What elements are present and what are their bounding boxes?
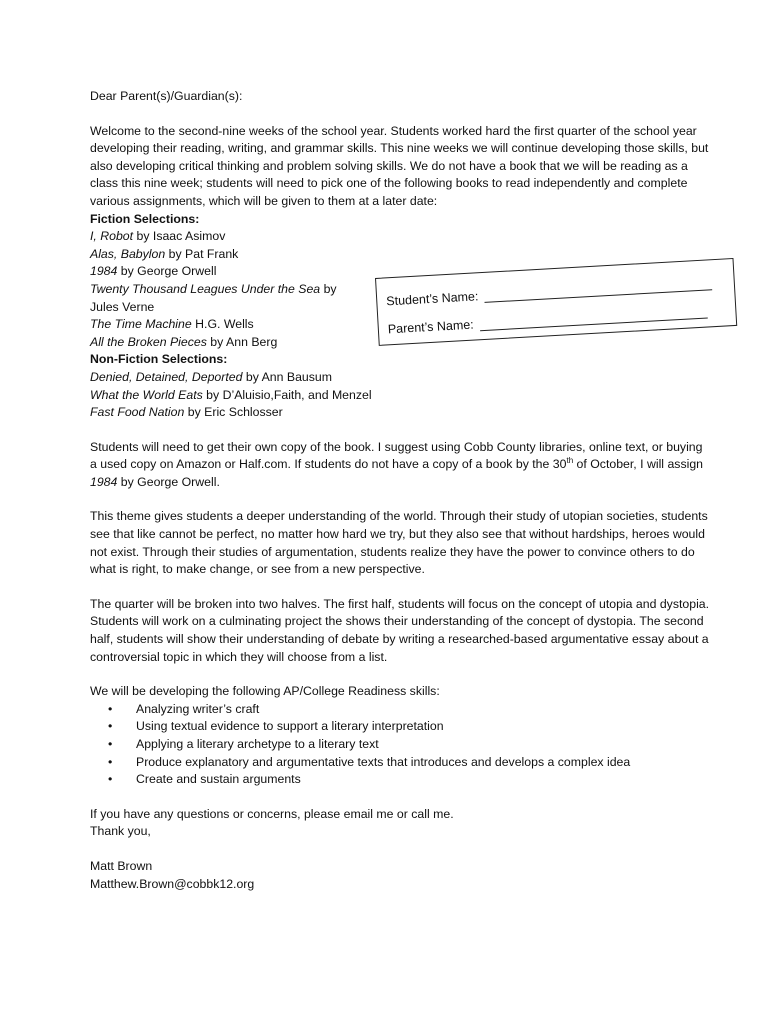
book-item: Twenty Thousand Leagues Under the Sea by: [90, 281, 337, 296]
book-item: Alas, Babylon by Pat Frank: [90, 246, 239, 261]
quarter-paragraph: The quarter will be broken into two halves. The first half, students will focus on the concept of utopia and dystopia. Students will work on a culminating project the shows their understanding of the concept of dystopia. The second half, students will show their understanding of debate by writing a researched-based argumentative essay about a controversial topic in which they will choose from a list.: [90, 596, 710, 664]
student-name-line[interactable]: [484, 277, 712, 303]
theme-paragraph: This theme gives students a deeper understanding of the world. Through their study of utopian societies, students see that like cannot be perfect, no matter how hard we try, but they also see that without hardships, heroes would not exist. Through their studies of argumentation, students realize they have the power to convince others to do what is right, to make change, or see from a new perspective.: [90, 509, 708, 577]
book-item: 1984 by George Orwell: [90, 264, 217, 279]
book-item: Denied, Detained, Deported by Ann Bausum: [90, 369, 333, 384]
skills-intro: We will be developing the following AP/College Readiness skills:: [90, 684, 440, 699]
closing-line: If you have any questions or concerns, please email me or call me.: [90, 806, 454, 821]
nonfiction-list: [90, 369, 710, 422]
nonfiction-heading: Non-Fiction Selections:: [90, 352, 228, 367]
list-item: • Produce explanatory and argumentative texts that introduces and develops a complex idea: [136, 754, 710, 772]
student-name-label: Student’s Name:: [385, 289, 479, 309]
book-item: Jules Verne: [90, 299, 155, 314]
intro-paragraph: Welcome to the second-nine weeks of the school year. Students worked hard the first quarter of the school year developing their reading, writing, and grammar skills. This nine weeks we will continue developing those skills, but also developing critical thinking and problem solving skills. We do not have a book that we will be reading as a class this nine week; students will need to pick one of the following books to read independently and complete various assignments, which will be given to them at a later date:: [90, 123, 709, 208]
book-item: The Time Machine H.G. Wells: [90, 317, 254, 332]
list-item: • Using textual evidence to support a literary interpretation: [136, 718, 710, 736]
greeting: Dear Parent(s)/Guardian(s):: [90, 89, 243, 103]
parent-name-label: Parent’s Name:: [387, 317, 475, 337]
skills-list: [90, 701, 710, 789]
book-item: I, Robot by Isaac Asimov: [90, 229, 226, 244]
letter: [90, 88, 710, 893]
list-item: • Analyzing writer’s craft: [136, 701, 710, 719]
signature-name: Matt Brown: [90, 858, 153, 873]
fiction-heading: Fiction Selections:: [90, 211, 200, 226]
book-item: Fast Food Nation by Eric Schlosser: [90, 405, 283, 420]
list-item: • Applying a literary archetype to a literary text: [136, 736, 710, 754]
parent-name-line[interactable]: [479, 306, 707, 332]
copies-paragraph: Students will need to get their own copy of the book. I suggest using Cobb County libraries, online text, or buying a used copy on Amazon or Half.com. If students do not have a copy of a book by the 30th of October, I will assign 1984 by George Orwell.: [90, 439, 703, 489]
signature-email: Matthew.Brown@cobbk12.org: [90, 876, 255, 891]
book-item: What the World Eats by D’Aluisio,Faith, and Menzel: [90, 387, 372, 402]
thanks-line: Thank you,: [90, 824, 151, 839]
book-item: All the Broken Pieces by Ann Berg: [90, 334, 278, 349]
student-name-row: [386, 276, 712, 308]
list-item: • Create and sustain arguments: [136, 771, 710, 789]
